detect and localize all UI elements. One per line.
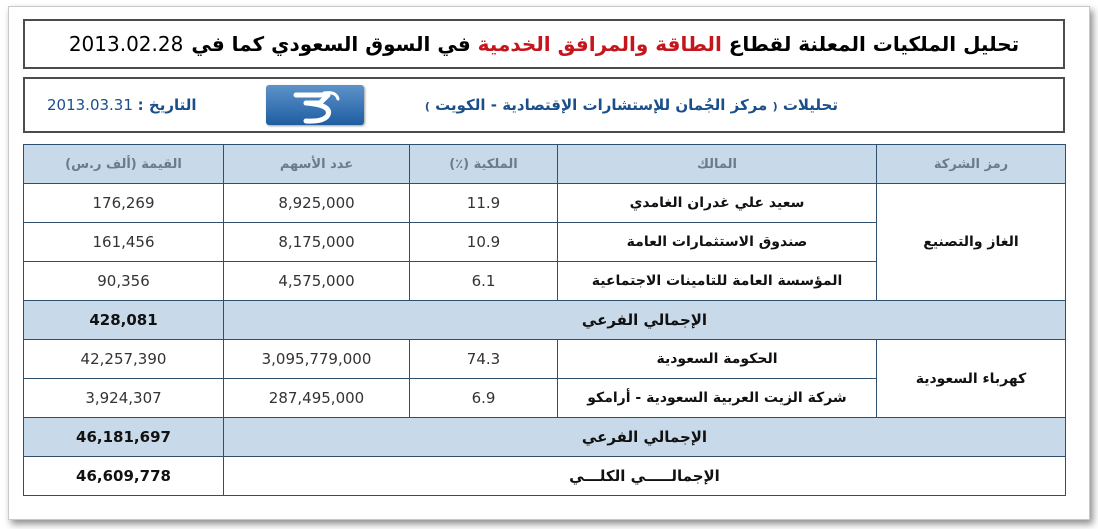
- title-part1: تحليل الملكيات المعلنة لقطاع: [728, 32, 1020, 56]
- aljuman-logo-icon: [266, 85, 364, 125]
- source-text: [425, 79, 838, 131]
- ownership-cell: 6.1: [410, 262, 558, 301]
- header-value: القيمة (ألف ر.س): [24, 145, 224, 184]
- source-prefix: تحليلات: [782, 96, 838, 114]
- shares-cell: 8,925,000: [224, 184, 410, 223]
- header-company: رمز الشركة: [877, 145, 1066, 184]
- owner-cell: الحكومة السعودية: [558, 340, 877, 379]
- owner-cell: سعيد علي غدران الغامدي: [558, 184, 877, 223]
- header-shares: عدد الأسهم: [224, 145, 410, 184]
- report-date: [47, 79, 197, 131]
- ownership-cell: 74.3: [410, 340, 558, 379]
- shares-cell: 287,495,000: [224, 379, 410, 418]
- source-close-paren: ): [424, 100, 430, 113]
- subtotal-label: الإجمالي الفرعي: [224, 301, 1066, 340]
- logo-glyph-icon: [266, 85, 364, 125]
- ownership-cell: 10.9: [410, 223, 558, 262]
- shares-cell: 4,575,000: [224, 262, 410, 301]
- title-highlight: الطاقة والمرافق الخدمية: [477, 32, 722, 56]
- subtotal-value: 46,181,697: [24, 418, 224, 457]
- date-label: التاريخ :: [137, 96, 197, 114]
- company-cell: الغاز والتصنيع: [877, 184, 1066, 301]
- total-value: 46,609,778: [24, 457, 224, 496]
- value-cell: 161,456: [24, 223, 224, 262]
- owner-cell: شركة الزيت العربية السعودية - أرامكو: [558, 379, 877, 418]
- title-date: 2013.02.28: [68, 32, 184, 56]
- table-row: [24, 340, 1066, 379]
- owner-cell: المؤسسة العامة للتامينات الاجتماعية: [558, 262, 877, 301]
- total-label: الإجمالـــــي الكلـــي: [224, 457, 1066, 496]
- date-value: 2013.03.31: [47, 96, 133, 114]
- subtotal-row: [24, 301, 1066, 340]
- value-cell: 176,269: [24, 184, 224, 223]
- title-part2: في السوق السعودي كما في: [191, 32, 471, 56]
- shares-cell: 8,175,000: [224, 223, 410, 262]
- header-owner: المالك: [558, 145, 877, 184]
- value-cell: 3,924,307: [24, 379, 224, 418]
- header-ownership: الملكية (٪): [410, 145, 558, 184]
- table-row: [24, 184, 1066, 223]
- ownership-cell: 11.9: [410, 184, 558, 223]
- total-row: [24, 457, 1066, 496]
- info-bar: [23, 77, 1065, 133]
- owner-cell: صندوق الاستثمارات العامة: [558, 223, 877, 262]
- source-name: مركز الجُمان للإستشارات الإقتصادية - الكويت: [435, 96, 768, 114]
- company-cell: كهرباء السعودية: [877, 340, 1066, 418]
- subtotal-label: الإجمالي الفرعي: [224, 418, 1066, 457]
- subtotal-value: 428,081: [24, 301, 224, 340]
- value-cell: 42,257,390: [24, 340, 224, 379]
- ownership-table: [23, 144, 1066, 496]
- table-header-row: [24, 145, 1066, 184]
- source-open-paren: (: [772, 100, 778, 113]
- report-title: [23, 19, 1065, 69]
- shares-cell: 3,095,779,000: [224, 340, 410, 379]
- subtotal-row: [24, 418, 1066, 457]
- value-cell: 90,356: [24, 262, 224, 301]
- ownership-cell: 6.9: [410, 379, 558, 418]
